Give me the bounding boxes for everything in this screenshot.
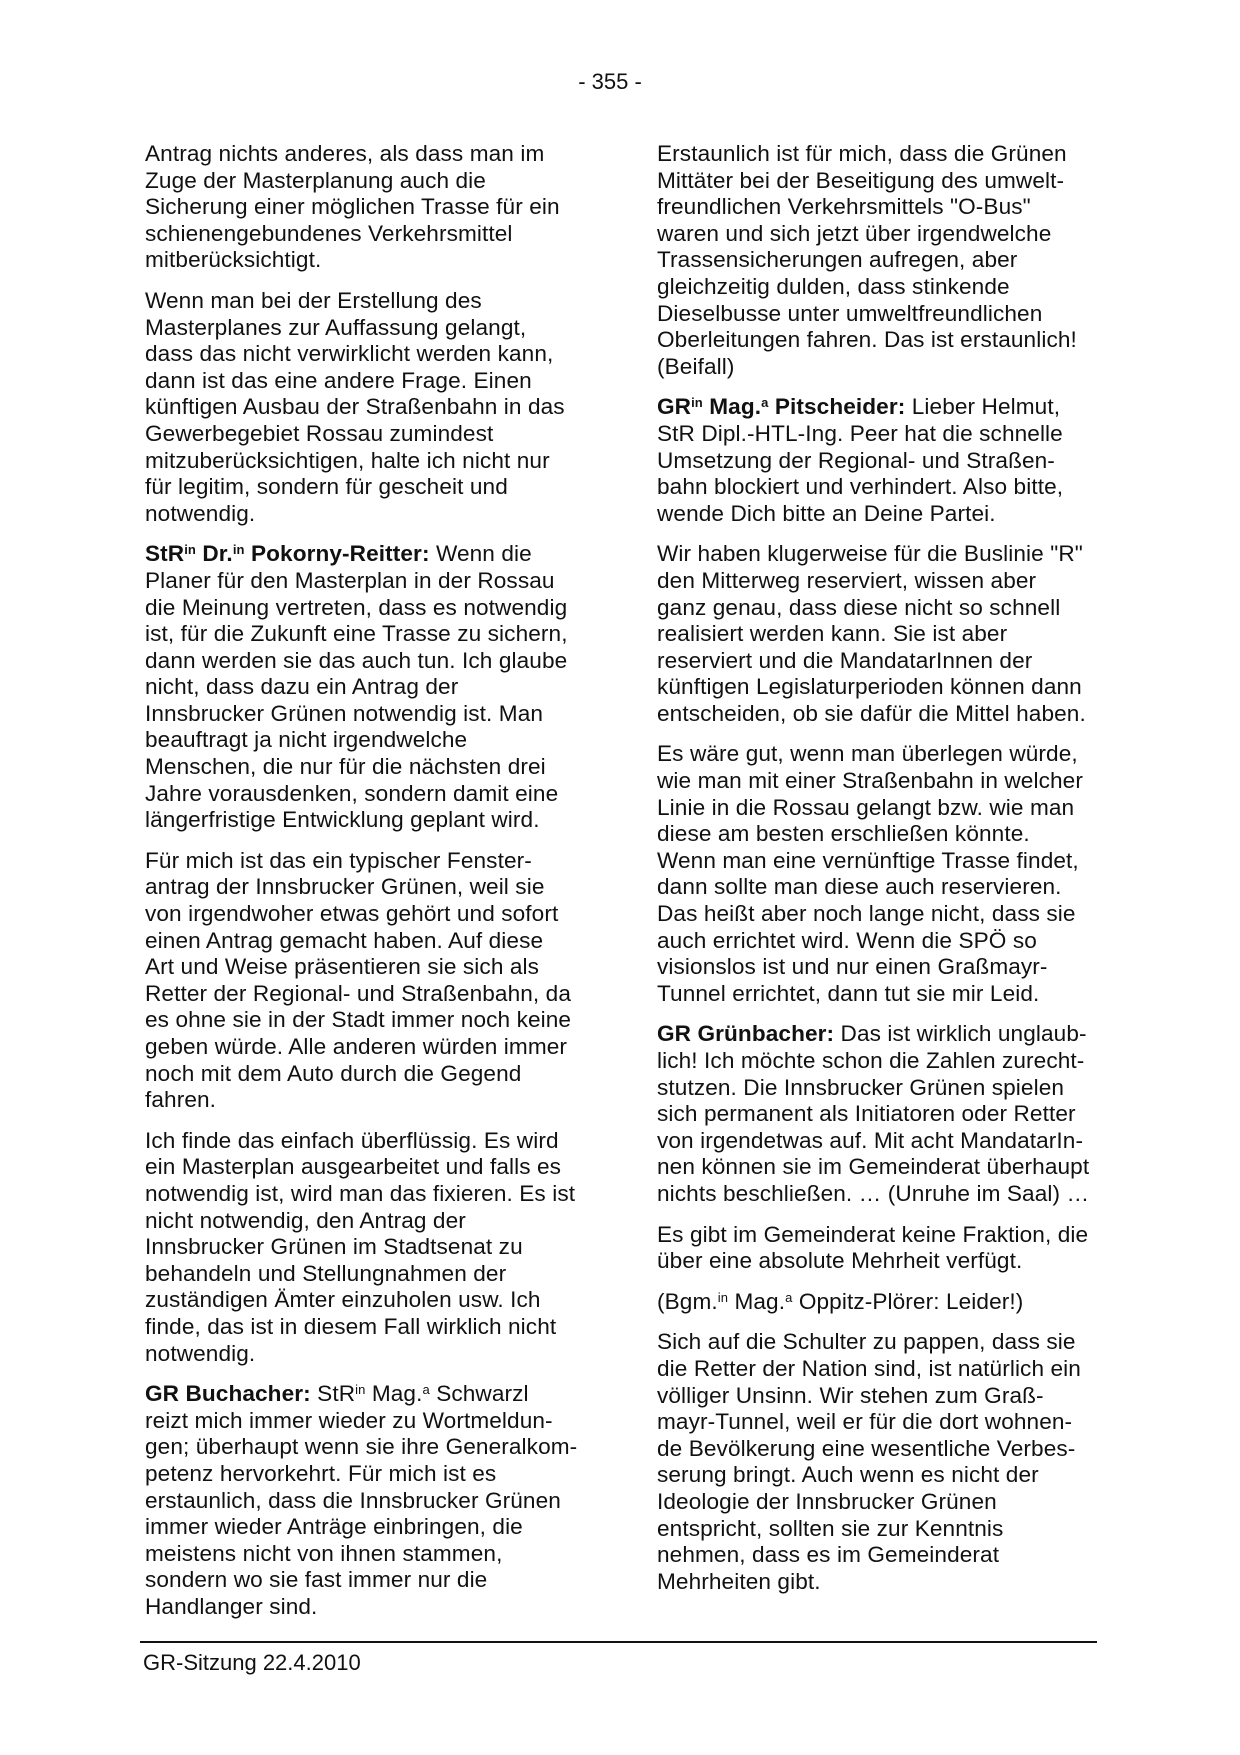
- paragraph: [657, 141, 1097, 380]
- page-body: [145, 141, 1097, 1634]
- text-segment: Das ist wirklich unglaub-: [834, 1021, 1087, 1047]
- text-segment: Sich auf die Schulter zu pappen, dass sie: [657, 1329, 1076, 1355]
- text-segment: Mag.: [365, 1381, 423, 1407]
- text-segment: stutzen. Die Innsbrucker Grünen spielen: [657, 1074, 1065, 1100]
- column-right: [657, 141, 1097, 1609]
- paragraph: [145, 848, 585, 1114]
- paragraph: [657, 394, 1097, 527]
- text-segment: dann ist das eine andere Frage. Einen: [145, 367, 532, 393]
- text-segment: reizt mich immer wieder zu Wortmeldun-: [145, 1407, 553, 1433]
- speaker-name: GR Buchacher:: [145, 1381, 311, 1407]
- text-segment: die Meinung vertreten, dass es notwendig: [145, 594, 568, 620]
- text-segment: Oberleitungen fahren. Das ist erstaunlich!: [657, 327, 1077, 353]
- text-segment: ist, für die Zukunft eine Trasse zu sichern,: [145, 621, 568, 647]
- text-segment: Tunnel errichtet, dann tut sie mir Leid.: [657, 980, 1040, 1006]
- paragraph: [657, 1329, 1097, 1595]
- text-segment: bahn blockiert und verhindert. Also bitte,: [657, 474, 1064, 500]
- text-segment: Umsetzung der Regional- und Straßen-: [657, 447, 1055, 473]
- text-segment: Ideologie der Innsbrucker Grünen: [657, 1488, 997, 1514]
- speaker-name: a: [761, 395, 769, 411]
- text-segment: visionslos ist und nur einen Graßmayr-: [657, 954, 1048, 980]
- text-segment: Wenn man bei der Erstellung des: [145, 287, 482, 313]
- text-segment: geben würde. Alle anderen würden immer: [145, 1034, 568, 1059]
- text-segment: einen Antrag gemacht haben. Auf diese: [145, 927, 544, 953]
- text-segment: de Bevölkerung eine wesentliche Verbes-: [657, 1435, 1076, 1461]
- text-segment: (Beifall): [657, 353, 735, 379]
- text-segment: antrag der Innsbrucker Grünen, weil sie: [145, 874, 545, 900]
- footer-text: GR-Sitzung 22.4.2010: [143, 1650, 361, 1675]
- speaker-name: StR: [145, 541, 185, 567]
- text-segment: fahren.: [145, 1087, 217, 1113]
- text-segment: Dieselbusse unter umweltfreundlichen: [657, 300, 1043, 326]
- text-segment: a: [785, 1289, 793, 1305]
- text-segment: dann werden sie das auch tun. Ich glaube: [145, 647, 568, 673]
- text-segment: immer wieder Anträge einbringen, die: [145, 1514, 523, 1540]
- text-segment: Oppitz-Plörer: Leider!): [792, 1288, 1024, 1314]
- text-segment: für legitim, sondern für gescheit und: [145, 474, 508, 500]
- text-segment: (Bgm.: [657, 1288, 718, 1314]
- text-segment: realisiert werden kann. Sie ist aber: [657, 621, 1008, 647]
- text-segment: Mittäter bei der Beseitigung des umwelt-: [657, 167, 1065, 193]
- speaker-name: Mag.: [702, 394, 762, 420]
- paragraph: [145, 541, 585, 834]
- text-segment: Mehrheiten gibt.: [657, 1568, 821, 1594]
- text-segment: erstaunlich, dass die Innsbrucker Grünen: [145, 1487, 561, 1513]
- text-segment: von irgendwoher etwas gehört und sofort: [145, 901, 559, 927]
- text-segment: Lieber Helmut,: [905, 394, 1061, 420]
- speaker-name: GR: [657, 394, 692, 420]
- text-segment: Mag.: [728, 1288, 786, 1314]
- text-segment: Linie in die Rossau gelangt bzw. wie man: [657, 794, 1075, 820]
- text-segment: Das heißt aber noch lange nicht, dass sie: [657, 901, 1076, 927]
- text-segment: nehmen, dass es im Gemeinderat: [657, 1542, 1000, 1568]
- text-segment: sondern wo sie fast immer nur die: [145, 1567, 488, 1593]
- text-segment: notwendig ist, wird man das fixieren. Es ist: [145, 1180, 576, 1206]
- text-segment: zuständigen Ämter einzuholen usw. Ich: [145, 1287, 541, 1313]
- text-segment: völliger Unsinn. Wir stehen zum Graß-: [657, 1382, 1044, 1408]
- text-segment: Sicherung einer möglichen Trasse für ein: [145, 194, 560, 220]
- text-segment: notwendig.: [145, 500, 256, 526]
- text-segment: Es gibt im Gemeinderat keine Fraktion, die: [657, 1221, 1089, 1247]
- text-segment: Für mich ist das ein typischer Fenster-: [145, 847, 532, 873]
- text-segment: gen; überhaupt wenn sie ihre Generalkom-: [145, 1434, 578, 1460]
- text-segment: Planer für den Masterplan in der Rossau: [145, 567, 555, 593]
- text-segment: diese am besten erschließen könnte.: [657, 821, 1030, 847]
- paragraph: [145, 288, 585, 527]
- text-segment: Erstaunlich ist für mich, dass die Grünen: [657, 141, 1067, 166]
- paragraph: [657, 541, 1097, 727]
- text-segment: die Retter der Nation sind, ist natürlich ein: [657, 1355, 1081, 1381]
- paragraph: [657, 1021, 1097, 1207]
- paragraph: [145, 1381, 585, 1620]
- paragraph: [657, 1222, 1097, 1275]
- column-left: [145, 141, 585, 1634]
- text-segment: Gewerbegebiet Rossau zumindest: [145, 420, 494, 446]
- text-segment: Handlanger sind.: [145, 1593, 318, 1619]
- text-segment: finde, das ist in diesem Fall wirklich nicht: [145, 1313, 557, 1339]
- text-segment: Innsbrucker Grünen notwendig ist. Man: [145, 700, 544, 726]
- text-segment: längerfristige Entwicklung geplant wird.: [145, 807, 540, 833]
- text-segment: notwendig.: [145, 1340, 256, 1366]
- text-segment: noch mit dem Auto durch die Gegend: [145, 1060, 522, 1086]
- text-segment: sich permanent als Initiatoren oder Retter: [657, 1101, 1076, 1127]
- text-segment: künftigen Legislaturperioden können dann: [657, 674, 1082, 700]
- text-segment: künftigen Ausbau der Straßenbahn in das: [145, 394, 565, 420]
- text-segment: Zuge der Masterplanung auch die: [145, 167, 486, 193]
- text-segment: a: [422, 1382, 430, 1398]
- speaker-name: Pokorny-Reitter:: [244, 541, 430, 567]
- text-segment: serung bringt. Auch wenn es nicht der: [657, 1462, 1039, 1488]
- text-segment: von irgendetwas auf. Mit acht MandatarIn-: [657, 1127, 1084, 1153]
- text-segment: Wenn man eine vernünftige Trasse findet,: [657, 847, 1079, 873]
- text-segment: meistens nicht von ihnen stammen,: [145, 1540, 503, 1566]
- paragraph: [145, 141, 585, 274]
- text-segment: wende Dich bitte an Deine Partei.: [657, 500, 996, 526]
- paragraph: [657, 1289, 1097, 1316]
- text-segment: mayr-Tunnel, weil er für die dort wohnen-: [657, 1409, 1073, 1435]
- text-segment: schienengebundenes Verkehrsmittel: [145, 220, 513, 246]
- speaker-name: in: [232, 542, 245, 558]
- text-segment: lich! Ich möchte schon die Zahlen zurecht-: [657, 1048, 1085, 1073]
- text-segment: Art und Weise präsentieren sie sich als: [145, 954, 540, 980]
- text-segment: reserviert und die MandatarInnen der: [657, 647, 1033, 673]
- text-segment: behandeln und Stellungnahmen der: [145, 1260, 507, 1286]
- text-segment: Wir haben klugerweise für die Buslinie "R": [657, 541, 1083, 567]
- speaker-name: in: [184, 542, 196, 558]
- text-segment: Masterplanes zur Auffassung gelangt,: [145, 314, 527, 340]
- text-segment: über eine absolute Mehrheit verfügt.: [657, 1248, 1023, 1274]
- text-segment: nichts beschließen. … (Unruhe im Saal) …: [657, 1180, 1090, 1206]
- text-segment: Jahre vorausdenken, sondern damit eine: [145, 780, 559, 806]
- text-segment: petenz hervorkehrt. Für mich ist es: [145, 1460, 497, 1486]
- text-segment: Schwarzl: [429, 1381, 529, 1407]
- text-segment: freundlichen Verkehrsmittels "O-Bus": [657, 194, 1031, 220]
- text-segment: ganz genau, dass diese nicht so schnell: [657, 594, 1061, 620]
- paragraph: [657, 741, 1097, 1007]
- footer-rule: [140, 1641, 1097, 1643]
- speaker-name: GR Grünbacher:: [657, 1021, 835, 1047]
- text-segment: beauftragt ja nicht irgendwelche: [145, 727, 468, 753]
- text-segment: mitberücksichtigt.: [145, 247, 322, 273]
- text-segment: waren und sich jetzt über irgendwelche: [657, 220, 1052, 246]
- text-segment: nen können sie im Gemeinderat überhaupt: [657, 1154, 1090, 1180]
- text-segment: entscheiden, ob sie dafür die Mittel haben.: [657, 700, 1086, 726]
- paragraph: [145, 1128, 585, 1367]
- text-segment: gleichzeitig dulden, dass stinkende: [657, 273, 1010, 299]
- text-segment: wie man mit einer Straßenbahn in welcher: [657, 768, 1083, 794]
- text-segment: StR: [310, 1381, 356, 1407]
- speaker-name: in: [691, 395, 703, 411]
- text-segment: Antrag nichts anderes, als dass man im: [145, 141, 545, 166]
- text-segment: mitzuberücksichtigen, halte ich nicht nur: [145, 447, 550, 473]
- page-number: - 355 -: [578, 69, 642, 94]
- text-segment: in: [355, 1382, 366, 1398]
- text-segment: es ohne sie in der Stadt immer noch keine: [145, 1007, 572, 1033]
- text-segment: ein Masterplan ausgearbeitet und falls es: [145, 1154, 562, 1180]
- text-segment: auch errichtet wird. Wenn die SPÖ so: [657, 927, 1037, 953]
- text-segment: in: [717, 1289, 729, 1305]
- text-segment: StR Dipl.-HTL-Ing. Peer hat die schnelle: [657, 420, 1063, 446]
- text-segment: Es wäre gut, wenn man überlegen würde,: [657, 741, 1078, 767]
- text-segment: Innsbrucker Grünen im Stadtsenat zu: [145, 1234, 523, 1260]
- text-segment: Trassensicherungen aufregen, aber: [657, 247, 1018, 273]
- text-segment: nicht, dass dazu ein Antrag der: [145, 674, 459, 700]
- text-segment: entspricht, sollten sie zur Kenntnis: [657, 1515, 1004, 1541]
- text-segment: dass das nicht verwirklicht werden kann,: [145, 341, 554, 367]
- text-segment: nicht notwendig, den Antrag der: [145, 1207, 466, 1233]
- speaker-name: Pitscheider:: [768, 394, 906, 420]
- speaker-name: Dr.: [195, 541, 233, 567]
- text-segment: Ich finde das einfach überflüssig. Es wird: [145, 1127, 559, 1153]
- text-segment: Retter der Regional- und Straßenbahn, da: [145, 980, 572, 1006]
- text-segment: Menschen, die nur für die nächsten drei: [145, 754, 546, 780]
- text-segment: dann sollte man diese auch reservieren.: [657, 874, 1062, 900]
- text-segment: den Mitterweg reserviert, wissen aber: [657, 567, 1037, 593]
- text-segment: Wenn die: [429, 541, 532, 567]
